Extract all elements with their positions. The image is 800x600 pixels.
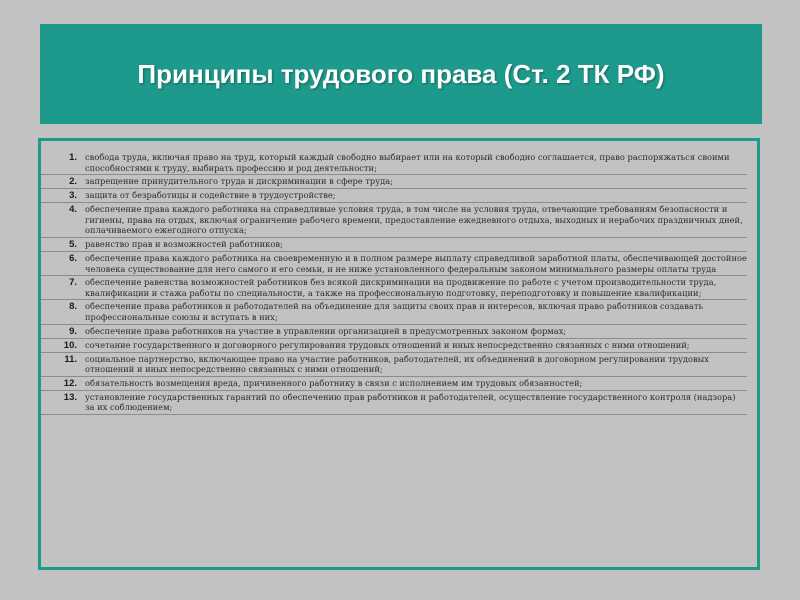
principle-number: 11. [64, 353, 77, 365]
principle-item [41, 203, 747, 238]
principle-item [41, 353, 747, 377]
principle-number: 12. [63, 377, 77, 389]
principle-number: 2. [69, 176, 77, 188]
principles-content-box [38, 138, 760, 570]
principle-item [41, 175, 747, 189]
principle-item [41, 252, 747, 276]
principle-item [41, 339, 747, 353]
principle-text: установление государственных гарантий по обеспечению прав работников и работодателей, осуществление государственного контроля (надзора) за их соблюдением; [85, 391, 736, 413]
principle-number: 1. [69, 152, 77, 163]
principle-text: сочетание государственного и договорного регулирования трудовых отношений и иных непосредственно связанных с ними отношений; [85, 339, 690, 350]
principle-text: обеспечение права каждого работника на справедливые условия труда, в том числе на условия труда, отвечающие требованиям безопасности и гигиены, права на отдых, включая ограничение рабочего времени, предоставление ежедневного отдыха, выходных и нерабочих праздничных дней, оплачиваемого ежегодного отпуска; [85, 204, 743, 236]
principle-text: свобода труда, включая право на труд, который каждый свободно выбирает или на который свободно соглашается, право распоряжаться своими способностями к труду, выбирать профессию и род деятельности; [85, 152, 730, 173]
principle-text: обеспечение равенства возможностей работников без всякой дискриминации на продвижение по работе с учетом производительности труда, квалификации и стажа работы по специальности, а также на профессиональную подготовку, переподготовку и повышение квалификации; [85, 277, 717, 298]
principle-text: обеспечение права каждого работника на своевременную и в полном размере выплату справедливой заработной платы, обеспечивающей достойное человека существование для него самого и его семьи, и не ниже установленного федеральным законом минимального размеры оплаты труда [85, 252, 747, 274]
principle-number: 7. [69, 277, 77, 289]
principle-item [41, 238, 747, 252]
principle-item [41, 391, 747, 415]
principle-number: 9. [69, 325, 77, 337]
principle-text: обеспечение права работников на участие в управлении организацией в предусмотренных законом формах; [85, 325, 567, 336]
principle-number: 4. [69, 204, 77, 216]
principle-text: обязательность возмещения вреда, причиненного работнику в связи с исполнением им трудовых обязанностей; [85, 377, 583, 388]
principles-list [41, 141, 757, 415]
principle-item [41, 151, 747, 175]
slide-header [40, 24, 762, 124]
principle-text: обеспечение права работников и работодателей на объединение для защиты своих прав и интересов, включая право работников создавать профессиональные союзы и вступать в них; [85, 301, 703, 322]
principle-number: 10. [63, 339, 77, 351]
principle-number: 6. [69, 252, 77, 264]
principle-number: 13. [63, 391, 77, 403]
principle-text: равенство прав и возможностей работников; [85, 238, 283, 249]
principle-number: 3. [69, 190, 77, 202]
principle-item [41, 189, 747, 203]
principle-number: 5. [69, 238, 77, 250]
principle-item [41, 276, 747, 300]
principle-item [41, 325, 747, 339]
principle-text: социальное партнерство, включающее право на участие работников, работодателей, их объединений в договорном регулировании трудовых отношений и иных непосредственно связанных с ними отношений; [85, 353, 709, 375]
slide-title: Принципы трудового права (Ст. 2 ТК РФ) [137, 58, 665, 89]
principle-item [41, 377, 747, 391]
principle-text: запрещение принудительного труда и дискриминации в сфере труда; [85, 176, 393, 187]
principle-number: 8. [69, 301, 77, 313]
principle-item [41, 300, 747, 324]
principle-text: защита от безработицы и содействие в трудоустройстве; [85, 190, 336, 201]
